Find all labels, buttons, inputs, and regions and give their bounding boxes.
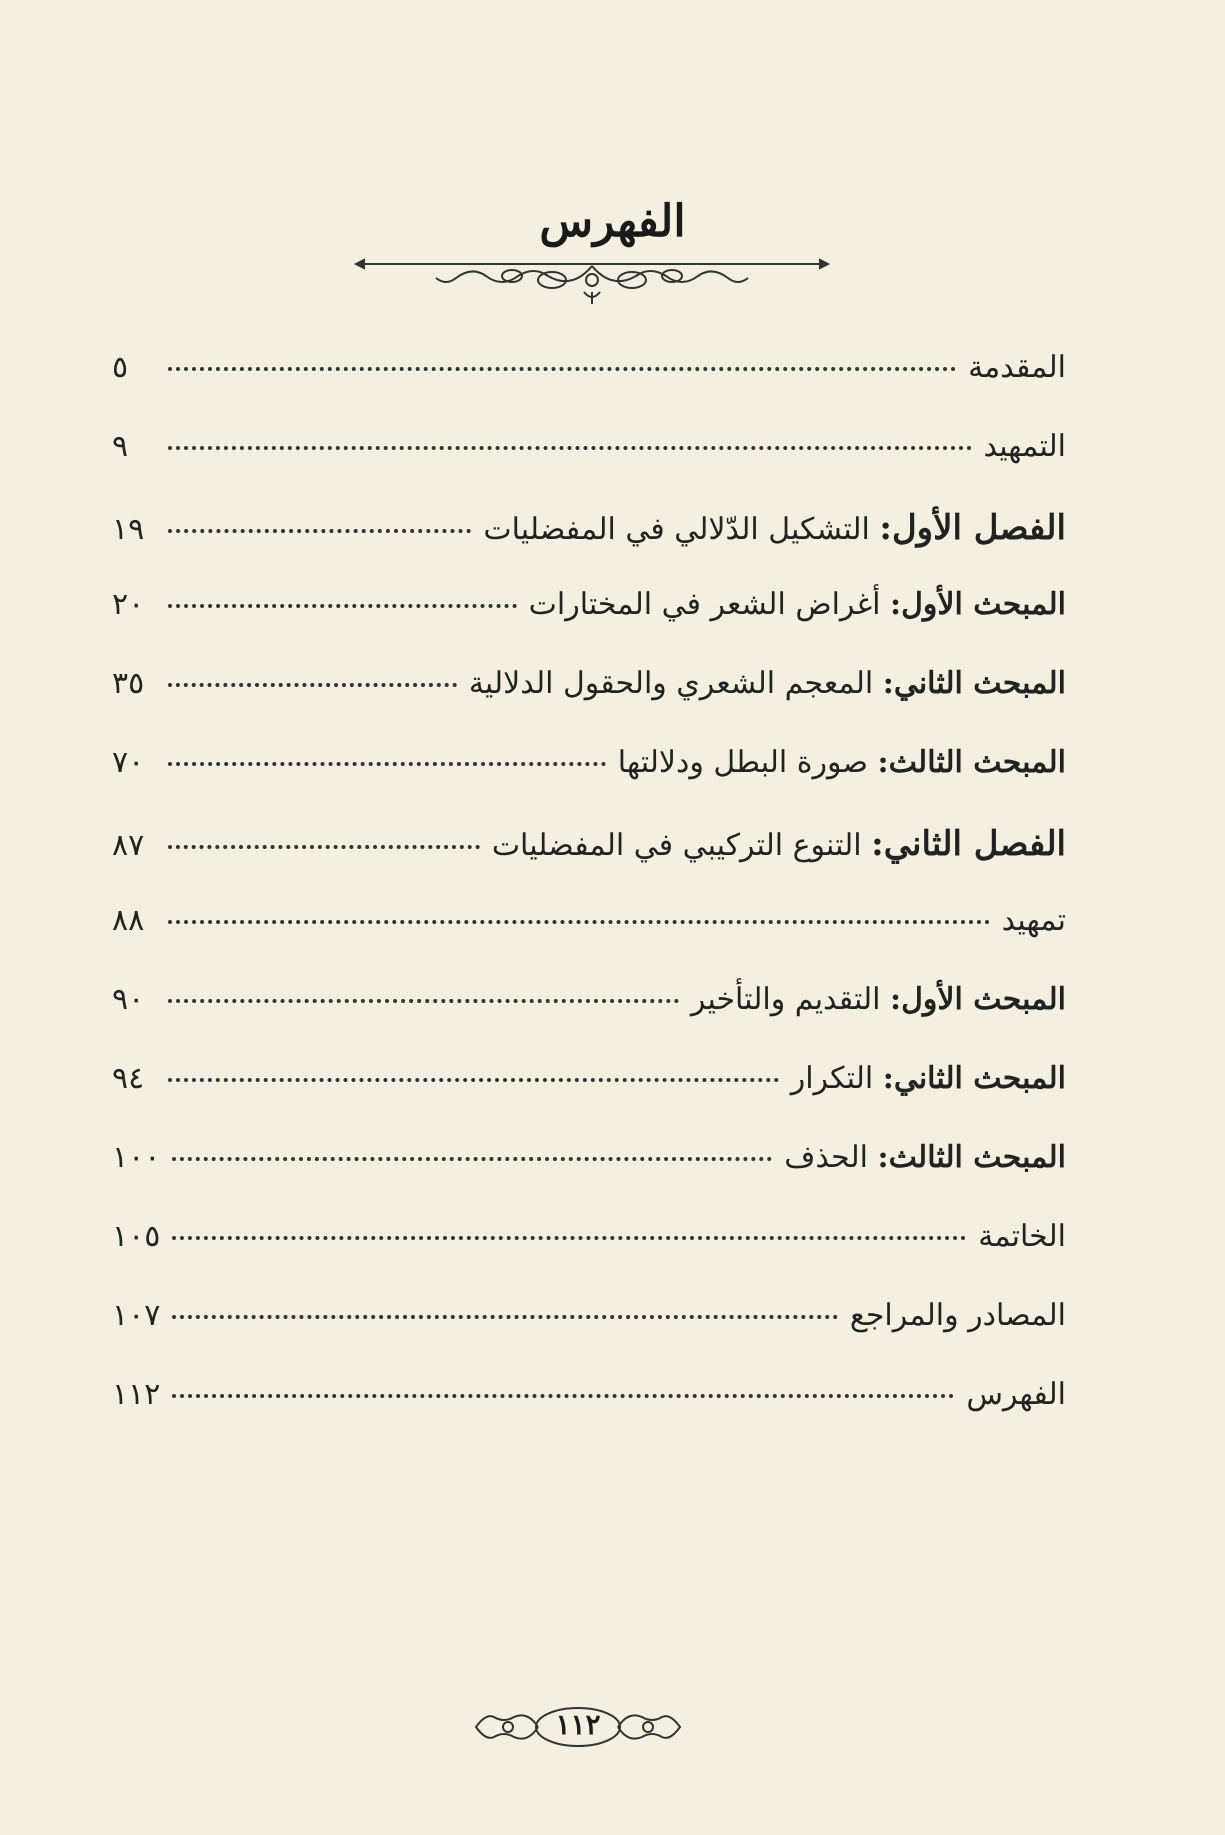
toc-page-number: ١٩ — [112, 512, 145, 547]
toc-row-chapter-2[interactable] — [112, 824, 1066, 903]
toc-entry-text: الخاتمة — [978, 1219, 1066, 1254]
leader-dots — [172, 1156, 772, 1161]
toc-page-number: ٢٠ — [112, 587, 145, 622]
page-title: الفهرس — [539, 196, 686, 247]
toc-entry-text: الفهرس — [966, 1377, 1066, 1412]
toc-entry-text: المبحث الأول: التقديم والتأخير — [690, 982, 1066, 1017]
toc-entry-text: المبحث الثاني: المعجم الشعري والحقول الدلالية — [468, 666, 1066, 701]
leader-dots — [168, 998, 679, 1003]
leader-dots — [172, 1314, 838, 1319]
toc-entry-text: المبحث الثالث: صورة البطل ودلالتها — [617, 745, 1066, 780]
toc-row-index[interactable] — [112, 1377, 1066, 1456]
toc-row-references[interactable] — [112, 1298, 1066, 1377]
toc-row-preface[interactable] — [112, 429, 1066, 508]
toc-page-number: ١٠٠ — [112, 1140, 161, 1175]
toc-entry-text: تمهيد — [1001, 903, 1066, 938]
leader-dots — [168, 445, 972, 450]
toc-row-section-1-1[interactable] — [112, 587, 1066, 666]
leader-dots — [168, 366, 956, 371]
toc-page-number: ٩٤ — [112, 1061, 145, 1096]
toc-entry-text: المقدمة — [968, 350, 1066, 385]
toc-row-conclusion[interactable] — [112, 1219, 1066, 1298]
toc-entry-text: المصادر والمراجع — [849, 1298, 1066, 1333]
toc-page-number: ١٠٥ — [112, 1219, 161, 1254]
toc-entry-text: المبحث الأول: أغراض الشعر في المختارات — [528, 587, 1066, 622]
leader-dots — [168, 1077, 779, 1082]
leader-dots — [168, 528, 471, 533]
toc-entry-text: المبحث الثالث: الحذف — [784, 1140, 1066, 1175]
toc-page-number: ٧٠ — [112, 745, 145, 780]
toc-row-section-2-3[interactable] — [112, 1140, 1066, 1219]
leader-dots — [168, 761, 606, 766]
leader-dots — [168, 682, 457, 687]
toc-page-number: ١٠٧ — [112, 1298, 161, 1333]
toc-row-section-2-1[interactable] — [112, 982, 1066, 1061]
leader-dots — [168, 603, 517, 608]
toc-row-section-1-3[interactable] — [112, 745, 1066, 824]
toc-row-section-1-2[interactable] — [112, 666, 1066, 745]
toc-page-number: ٨٨ — [112, 903, 145, 938]
toc-row-chapter-1[interactable] — [112, 508, 1066, 587]
toc-entry-text: الفصل الثاني: التنوع التركيبي في المفضليات — [491, 824, 1066, 864]
toc-entry-text: المبحث الثاني: التكرار — [790, 1061, 1066, 1096]
leader-dots — [172, 1393, 954, 1398]
toc-page-number: ٩٠ — [112, 982, 145, 1017]
toc-page-number: ٨٧ — [112, 828, 145, 863]
toc-page-number: ٣٥ — [112, 666, 145, 701]
toc-entry-text: الفصل الأول: التشكيل الدّلالي في المفضليات — [483, 508, 1066, 548]
leader-dots — [168, 919, 990, 924]
ornament-divider-icon — [352, 252, 832, 308]
toc-row-chapter-2-preface[interactable] — [112, 903, 1066, 982]
leader-dots — [172, 1235, 966, 1240]
toc-page-number: ٥ — [112, 350, 129, 385]
toc-page-number: ١١٢ — [112, 1377, 161, 1412]
page-number: ١١٢ — [555, 1708, 601, 1741]
toc-row-section-2-2[interactable] — [112, 1061, 1066, 1140]
leader-dots — [168, 844, 480, 849]
table-of-contents — [112, 350, 1066, 1456]
toc-page-number: ٩ — [112, 429, 129, 464]
toc-entry-text: التمهيد — [983, 429, 1066, 464]
toc-row-introduction[interactable] — [112, 350, 1066, 429]
